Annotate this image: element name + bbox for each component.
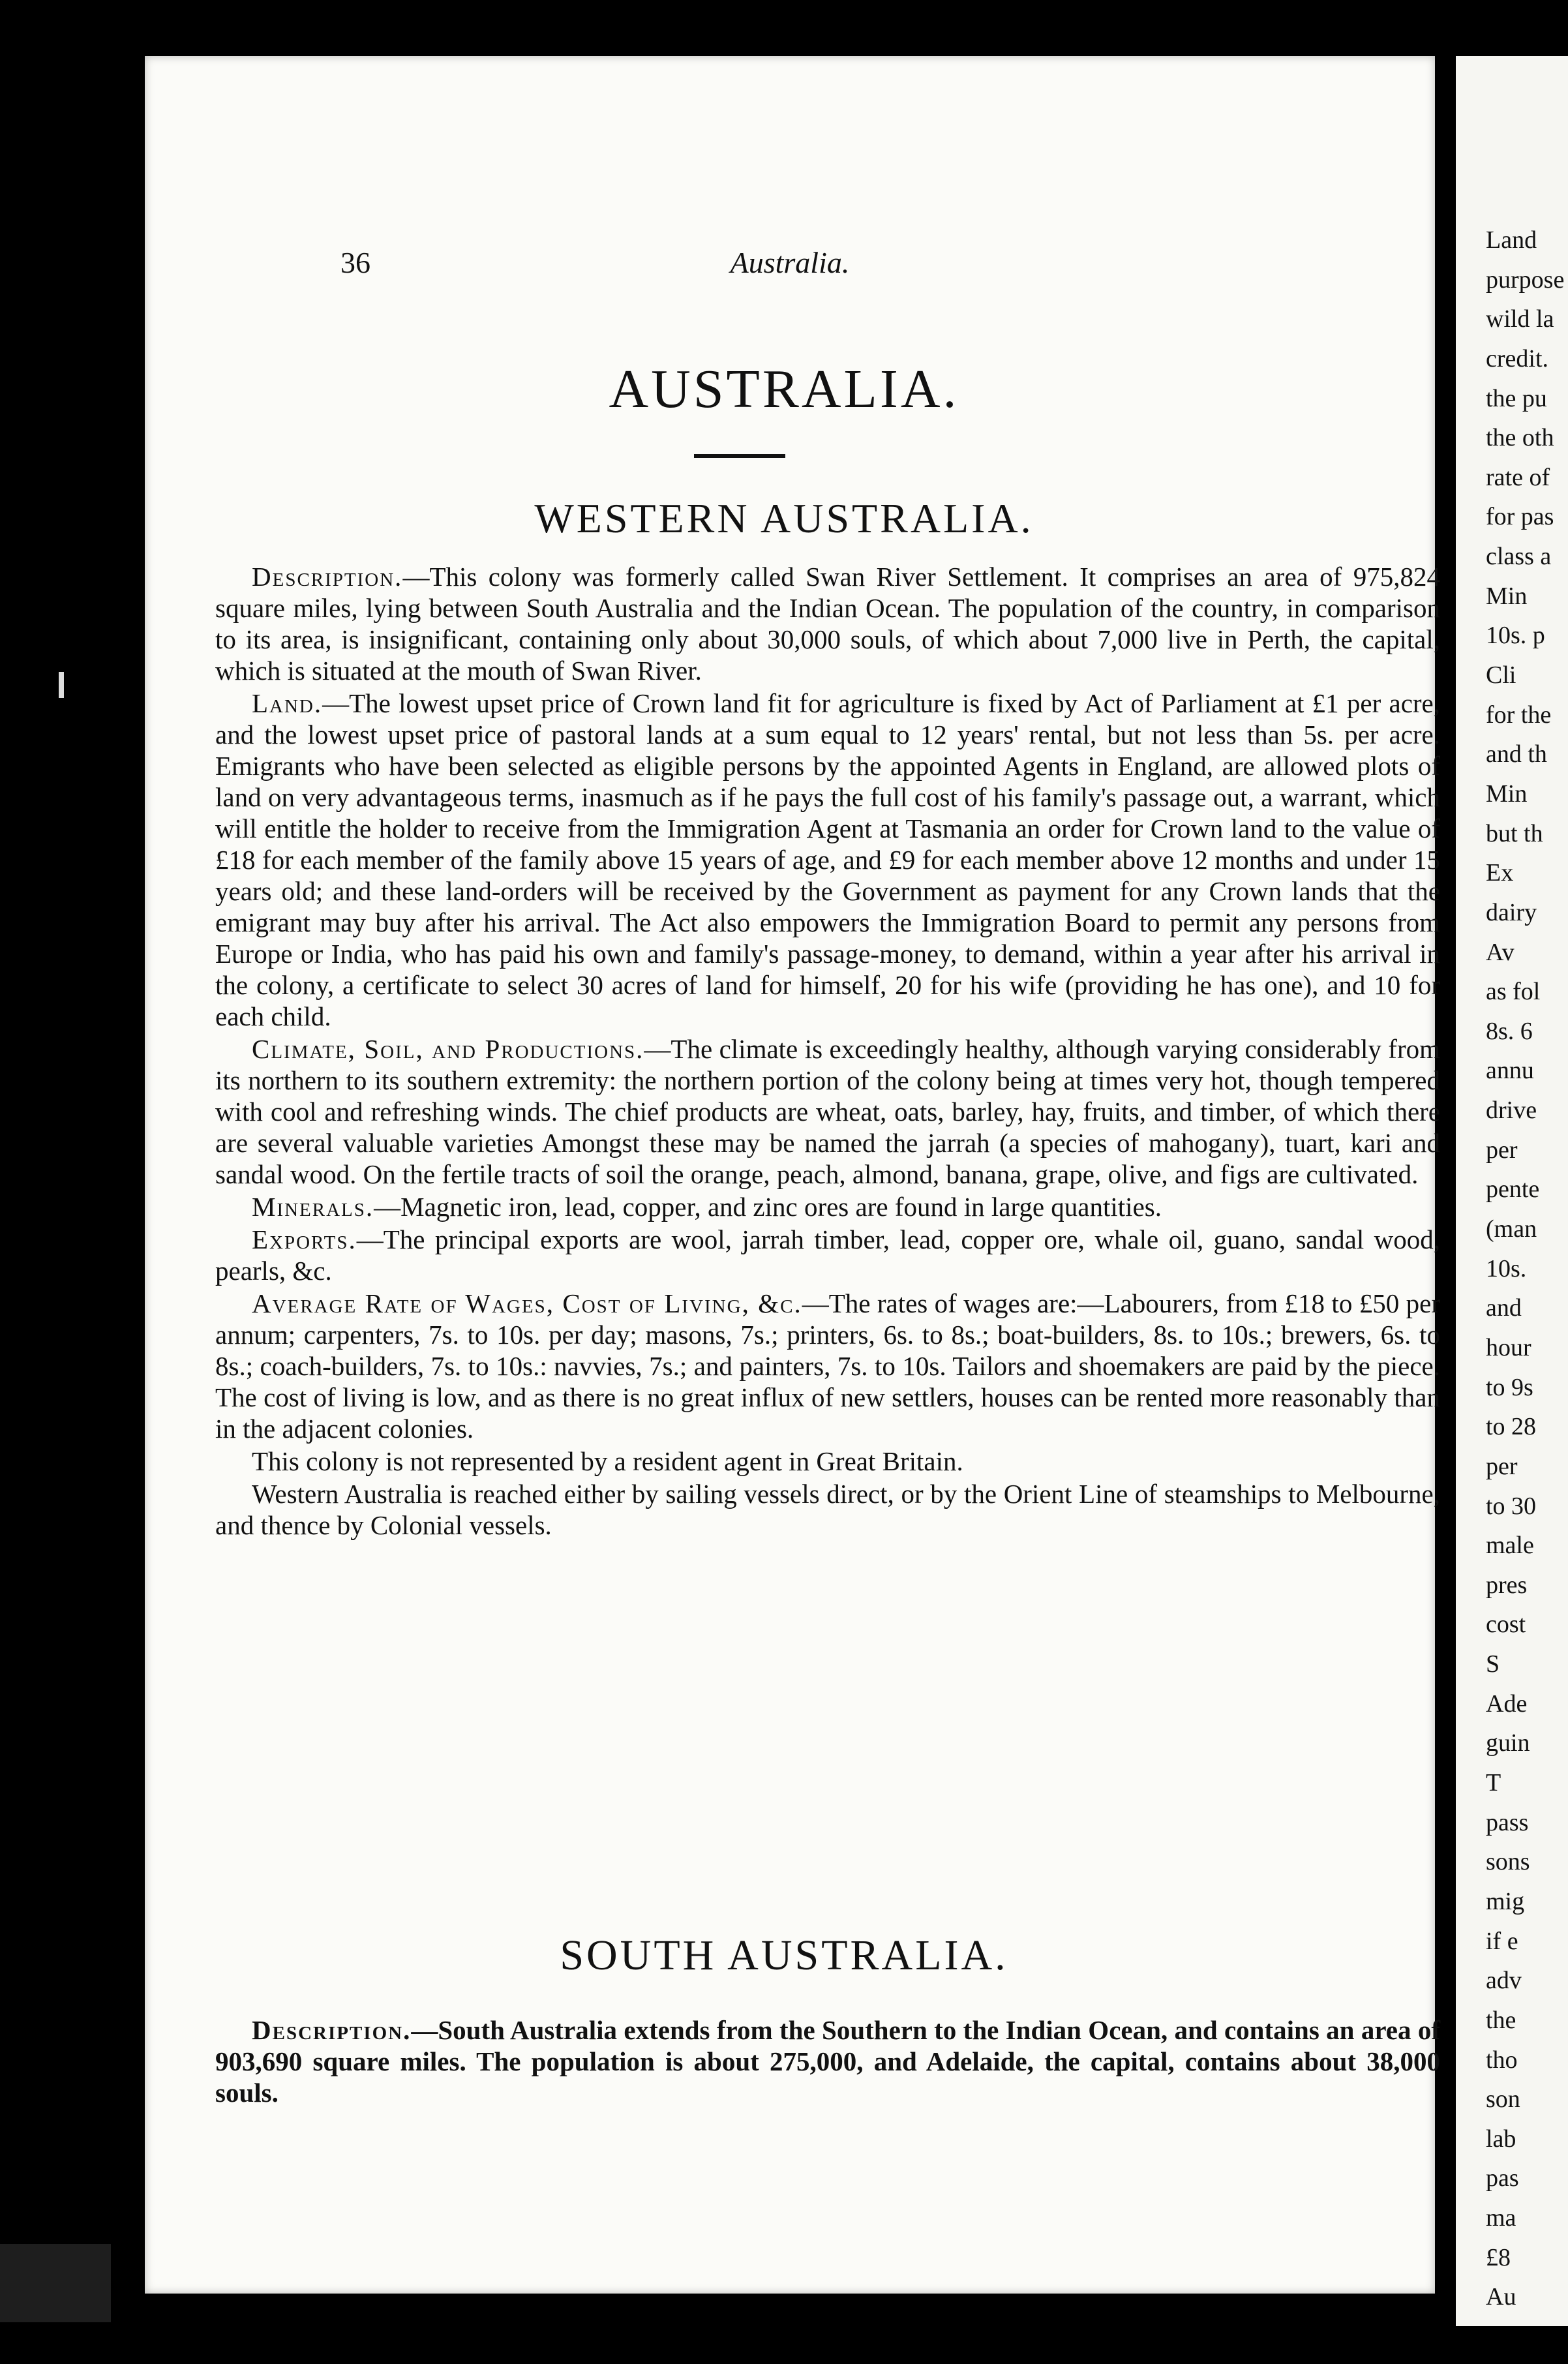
paragraph-text: —The lowest upset price of Crown land fit for agriculture is fixed by Act of Parliament at £1 per acre, and the lowest upset price of pastoral lands at a sum equal to 12 years' rental, but not less than 5s. per acre. Emigrants who have been selected as eligible persons by the appointed Agents in England, are allowed plots of land on very advantageous terms, inasmuch as if he pays the full cost of his family's passage out, a warrant, which will entitle the holder to receive from the Immigration Agent at Tasmania an order for Crown land to the value of £18 for each member of the family above 15 years of age, and £9 for each member above 12 months and under 15 years old; and these land-orders will be received by the Government as payment for any Crown lands that the emigrant may buy after his arrival. The Act also empowers the Immigration Board to permit any persons from Europe or India, who has paid his own and family's passage-money, to demand, within a year after his arrival in the colony, a certificate to select 30 acres of land for himself, 20 for his wife (providing he has one), and 10 for each child. <box>215 688 1440 1031</box>
facing-page-fragment: Cli <box>1486 661 1516 690</box>
facing-page-fragment: pente <box>1486 1175 1540 1204</box>
page-header <box>145 245 1435 284</box>
facing-page-fragment: tho <box>1486 2046 1518 2074</box>
south-australia-body <box>215 2014 1440 2108</box>
facing-page-fragment: as fol <box>1486 978 1541 1006</box>
paragraph-text: This colony is not represented by a resident agent in Great Britain. <box>252 1446 963 1476</box>
paragraph-text: —This colony was formerly called Swan River Settlement. It comprises an area of 975,824 square miles, lying between South Australia and the Indian Ocean. The population of the country, in comparison to its area, is insignificant, containing only about 30,000 souls, of which about 7,000 live in Perth, the capital, which is situated at the mouth of Swan River. <box>215 562 1440 686</box>
facing-page-fragment: class a <box>1486 543 1552 571</box>
facing-page-fragment: pass <box>1486 1808 1529 1836</box>
facing-page-fragment: Land <box>1486 226 1537 254</box>
title-rule <box>694 454 785 458</box>
paragraph-exports <box>215 1224 1440 1286</box>
facing-page-fragment: Au <box>1486 2283 1516 2311</box>
paragraph-text: Western Australia is reached either by sailing vessels direct, or by the Orient Line of steamships to Melbourne, and thence by Colonial vessels. <box>215 1479 1440 1540</box>
facing-page-fragment: credit. <box>1486 344 1549 372</box>
paragraph-land <box>215 688 1440 1032</box>
paragraph-text: —South Australia extends from the Southern to the Indian Ocean, and contains an area of 903,690 square miles. The population is about 275,000, and Adelaide, the capital, contains about 38,000 souls. <box>215 2015 1440 2108</box>
facing-page-fragment: and th <box>1486 740 1547 768</box>
paragraph-text: —The principal exports are wool, jarrah timber, lead, copper ore, whale oil, guano, sandal wood, pearls, &c. <box>215 1224 1440 1286</box>
facing-page-fragment: Min <box>1486 780 1528 808</box>
facing-page-fragment: ma <box>1486 2204 1516 2232</box>
facing-page-fragment: T <box>1486 1769 1501 1797</box>
facing-page-fragment: pas <box>1486 2164 1519 2192</box>
scan-noise <box>0 2244 111 2322</box>
facing-page-fragment: per <box>1486 1136 1518 1164</box>
facing-page-fragment: drive <box>1486 1097 1537 1125</box>
facing-page-fragment: Ex <box>1486 859 1514 887</box>
facing-page-fragment: 10s. <box>1486 1254 1527 1282</box>
paragraph-lead: Land. <box>252 688 323 718</box>
facing-page-fragment: Av <box>1486 938 1515 966</box>
facing-page-fragment: per <box>1486 1452 1518 1480</box>
facing-page-fragment: sons <box>1486 1848 1530 1876</box>
facing-page-fragment: guin <box>1486 1729 1530 1757</box>
facing-page-fragment: to 28 <box>1486 1413 1537 1441</box>
facing-page-fragment: £8 <box>1486 2243 1511 2271</box>
paragraph-south-description <box>215 2014 1440 2108</box>
paragraph-description <box>215 561 1440 686</box>
facing-page-fragment: son <box>1486 2085 1520 2114</box>
paragraph-minerals <box>215 1191 1440 1222</box>
facing-page-fragment: purpose <box>1486 265 1565 294</box>
facing-page-fragment: cost <box>1486 1611 1526 1639</box>
facing-page-fragment: Min <box>1486 582 1528 610</box>
facing-page-fragment: male <box>1486 1532 1534 1560</box>
facing-page-fragment: but th <box>1486 819 1543 847</box>
facing-page-fragment: and <box>1486 1294 1522 1322</box>
paragraph-wages <box>215 1288 1440 1444</box>
facing-page-fragment: rate of <box>1486 463 1550 491</box>
facing-page-fragment: to 30 <box>1486 1492 1537 1520</box>
paragraph-lead: Minerals. <box>252 1192 374 1222</box>
facing-page-fragment: hour <box>1486 1333 1531 1361</box>
section-title-south: SOUTH AUSTRALIA. <box>560 1932 1008 1979</box>
page-number: 36 <box>340 246 370 279</box>
facing-page-fragment: mig <box>1486 1887 1525 1915</box>
facing-page-fragment: for the <box>1486 701 1552 729</box>
paragraph-climate <box>215 1033 1440 1190</box>
facing-page-fragment: Ade <box>1486 1690 1528 1718</box>
facing-page-edge <box>1456 56 1568 2326</box>
paragraph-lead: Description. <box>252 2015 412 2045</box>
facing-page-fragment: lab <box>1486 2125 1516 2153</box>
paragraph-agent <box>215 1446 1440 1477</box>
paragraph-text: —The rates of wages are:—Labourers, from £18 to £50 per annum; carpenters, 7s. to 10s. per day; masons, 7s.; printers, 6s. to 8s.; boat-builders, 8s. to 10s.; brewers, 6s. to 8s.; coach-builders, 7s. to 10s.: navvies, 7s.; and painters, 7s. to 10s. Tailors and shoemakers are paid by the piece. The cost of living is low, and as there is no great influx of new settlers, houses can be rented more reasonably than in the adjacent colonies. <box>215 1288 1440 1444</box>
facing-page-fragment: S <box>1486 1650 1500 1678</box>
paragraph-route <box>215 1478 1440 1541</box>
scan-speck <box>59 672 64 698</box>
facing-page-fragment: if e <box>1486 1927 1518 1955</box>
western-australia-body <box>215 561 1440 1542</box>
facing-page-fragment: adv <box>1486 1967 1522 1995</box>
facing-page-fragment: annu <box>1486 1057 1534 1085</box>
paragraph-lead: Climate, Soil, and Productions. <box>252 1034 644 1064</box>
facing-page-fragment: the <box>1486 2006 1516 2034</box>
facing-page-fragment: pres <box>1486 1571 1528 1599</box>
paragraph-lead: Average Rate of Wages, Cost of Living, &c. <box>252 1288 802 1318</box>
facing-page-fragment: 8s. 6 <box>1486 1017 1533 1045</box>
section-title-western: WESTERN AUSTRALIA. <box>534 495 1034 541</box>
facing-page-fragment: dairy <box>1486 898 1537 926</box>
facing-page-fragment: to 9s <box>1486 1373 1533 1401</box>
paragraph-text: —The climate is exceedingly healthy, although varying considerably from its northern to its southern extremity: the northern portion of the colony being at times very hot, though tempered with cool and refreshing winds. The chief products are wheat, oats, barley, hay, fruits, and timber, of which there are several valuable varieties Amongst these may be named the jarrah (a species of mahogany), tuart, kari and sandal wood. On the fertile tracts of soil the orange, peach, almond, banana, grape, olive, and figs are cultivated. <box>215 1034 1440 1189</box>
chapter-title: AUSTRALIA. <box>609 359 959 419</box>
facing-page-fragment: the oth <box>1486 424 1554 452</box>
facing-page-fragment: 10s. p <box>1486 622 1545 650</box>
paragraph-lead: Exports. <box>252 1224 357 1254</box>
facing-page-fragment: for pas <box>1486 503 1554 531</box>
running-head: Australia. <box>730 246 850 279</box>
facing-page-fragment: the pu <box>1486 384 1547 412</box>
paragraph-lead: Description. <box>252 562 403 592</box>
paragraph-text: —Magnetic iron, lead, copper, and zinc ores are found in large quantities. <box>374 1192 1162 1222</box>
facing-page-fragment: (man <box>1486 1215 1537 1243</box>
facing-page-fragment: wild la <box>1486 305 1554 333</box>
